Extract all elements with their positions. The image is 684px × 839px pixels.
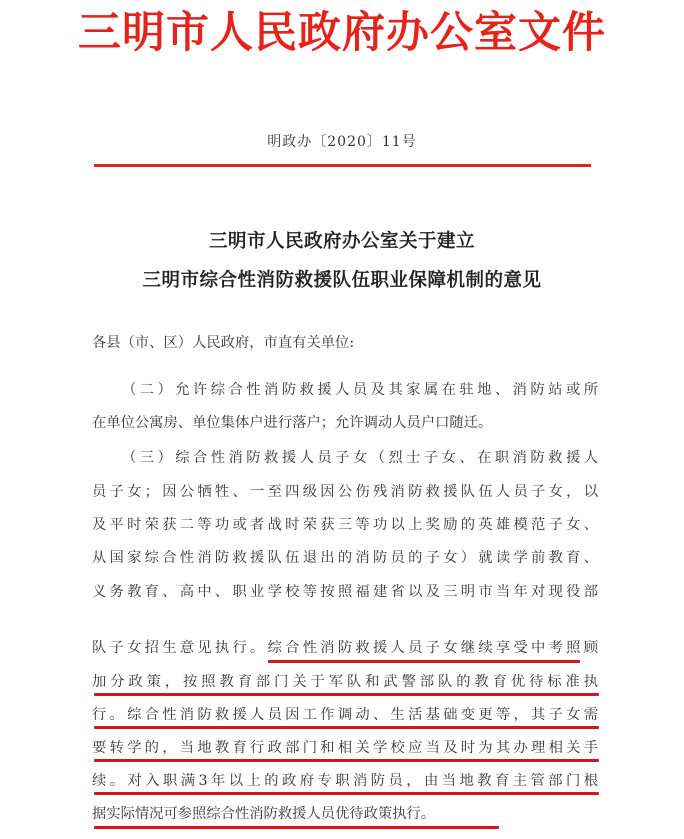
paragraph-3-line: （三）综合性消防救援人员子女（烈士子女、在职消防救援人 [122,450,598,466]
paragraph-4-line: 续。对入职满3年以上的政府专职消防员，由当地教育主管部门根 [92,773,598,789]
paragraph-4-line: 队子女招生意见执行。综合性消防救援人员子女继续享受中考照顾 [92,640,598,656]
highlight-underline [94,726,599,729]
document-title-line-2: 三明市综合性消防救援队伍职业保障机制的意见 [142,270,542,291]
paragraph-3-line: 从国家综合性消防救援队伍退出的消防员的子女）就读学前教育、 [92,550,598,566]
paragraph-4-line: 加分政策，按照教育部门关于军队和武警部队的教育优待标准执 [92,674,598,690]
paragraph-4-line: 要转学的，当地教育行政部门和相关学校应当及时为其办理相关手 [92,740,598,756]
paragraph-4-line: 行。综合性消防救援人员因工作调动、生活基础变更等，其子女需 [92,707,598,723]
salutation: 各县（市、区）人民政府，市直有关单位: [92,335,355,351]
paragraph-2-line: 在单位公寓房、单位集体户进行落户；允许调动人员户口随迁。 [92,415,493,431]
paragraph-3-line: 员子女；因公牺牲、一至四级因公伤残消防救援队伍人员子女，以 [92,484,598,500]
highlight-underline [94,759,599,762]
highlight-underline [94,792,599,795]
highlight-underline [94,826,499,829]
paragraph-4-line: 据实际情况可参照综合性消防救援人员优待政策执行。 [92,806,436,822]
highlight-underline [268,660,580,663]
document-number: 明政办〔2020〕11号 [267,134,417,150]
paragraph-3-line: 及平时荣获二等功或者战时荣获三等功以上奖励的英雄模范子女、 [92,517,598,533]
paragraph-2-line: （二）允许综合性消防救援人员及其家属在驻地、消防站或所 [122,382,598,398]
header-divider [94,164,591,167]
document-header-title: 三明市人民政府办公室文件 [78,8,606,58]
highlight-underline [94,693,599,696]
document-title-line-1: 三明市人民政府办公室关于建立 [208,231,475,252]
paragraph-3-line: 义务教育、高中、职业学校等按照福建省以及三明市当年对现役部 [92,584,598,600]
